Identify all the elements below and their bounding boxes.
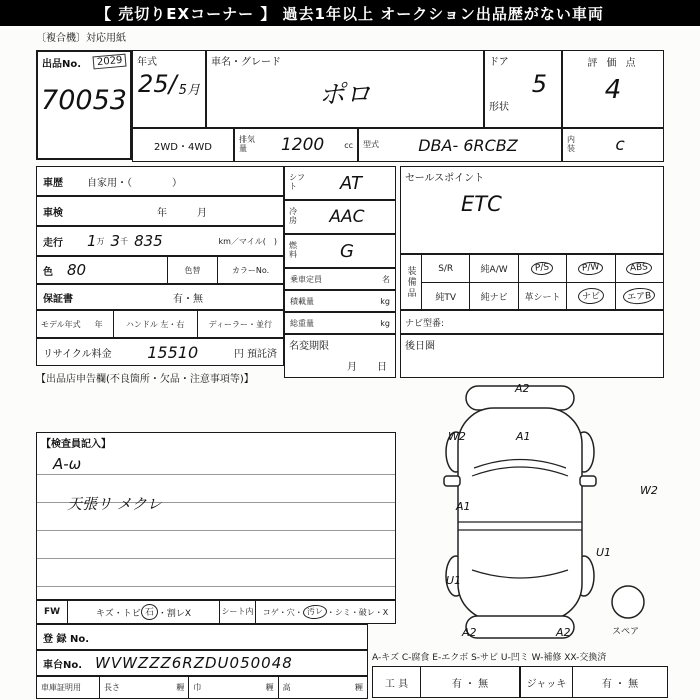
equipment-item: ABS	[615, 255, 663, 282]
auction-no-label: 出品No.	[42, 59, 82, 70]
chassis-label: 車台No.	[43, 659, 83, 671]
tools-label: 工 具	[373, 667, 421, 697]
color-value: 80	[67, 261, 87, 279]
auction-no-value: 70053	[41, 85, 127, 116]
mileage-label: 走行	[43, 237, 63, 249]
drive-box	[132, 128, 234, 162]
auction-no-stamp: 2029	[92, 54, 126, 70]
door-box	[484, 50, 562, 128]
weight-row	[284, 312, 396, 334]
score-box	[562, 50, 664, 128]
diagram-annotations	[400, 380, 666, 644]
score-label: 評 価 点	[587, 58, 639, 69]
model-year-unit: 年	[94, 319, 103, 329]
damage-annotation: U1	[596, 546, 612, 559]
damage-annotation: A2	[515, 382, 530, 395]
year-label: 年式	[137, 57, 157, 68]
seat-label: シート内	[219, 601, 255, 623]
shift-box	[284, 166, 396, 200]
mileage-sen: 3	[110, 232, 121, 250]
equipment-item: P/S	[518, 255, 566, 282]
hand-circle: 汚レ	[302, 604, 327, 620]
fuel-value: G	[340, 240, 354, 262]
damage-annotation: W2	[640, 484, 658, 497]
inspection-row	[36, 196, 284, 226]
equipment-item: 純A/W	[469, 255, 517, 282]
load-label: 積載量	[290, 296, 314, 306]
equipment-item: P/W	[566, 255, 614, 282]
displacement-box	[234, 128, 358, 162]
drive-label: 2WD・4WD	[154, 141, 212, 153]
sales-point-label: セールスポイント	[405, 173, 485, 184]
equipment-box	[400, 254, 664, 310]
mileage-man-unit: 万	[96, 236, 105, 246]
color-no-label: カラーNo.	[217, 257, 283, 283]
inspection-value: 年 月	[157, 207, 207, 219]
displacement-unit: cc	[344, 140, 353, 150]
name-change-label: 名変期限	[289, 341, 329, 352]
damage-annotation: A2	[462, 626, 477, 639]
door-label: ドア	[489, 57, 509, 68]
registration-row	[36, 624, 368, 650]
garage-label: 車庫証明用	[41, 683, 81, 692]
history-value: 自家用・（ ）	[87, 177, 182, 189]
load-unit: kg	[380, 296, 390, 306]
auction-no-box	[36, 50, 132, 160]
ac-label: 冷房	[289, 207, 297, 225]
equipment-item: 純ナビ	[469, 282, 517, 309]
damage-annotation: A2	[556, 626, 571, 639]
tools-row	[372, 666, 520, 698]
warranty-label: 保証書	[43, 293, 73, 305]
interior-box	[562, 128, 664, 162]
mileage-unit: km／マイル( )	[218, 236, 277, 246]
declaration-label: 【出品店申告欄(不良箇所・欠品・注意事項等)】	[36, 374, 254, 385]
color-row	[36, 256, 284, 284]
inspector-box	[36, 432, 396, 600]
model-code-value: DBA- 6RCBZ	[418, 135, 518, 155]
equipment-label: 装備品	[405, 265, 416, 299]
jack-label: ジャッキ	[521, 667, 573, 697]
later-label: 後日圏	[405, 341, 435, 352]
capacity-label: 乗車定員	[290, 274, 322, 284]
damage-annotation: W2	[448, 430, 466, 443]
registration-label: 登 録 No.	[43, 633, 90, 645]
model-year-label: モデル年式	[41, 319, 81, 329]
damage-annotation: A1	[516, 430, 531, 443]
chassis-row	[36, 650, 368, 676]
shift-value: AT	[340, 172, 362, 194]
warranty-value: 有・無	[173, 293, 203, 305]
dealer-label: ディーラー・並行	[197, 311, 283, 337]
spare-label: スペア	[612, 627, 640, 637]
hand-circle: 石	[140, 603, 158, 620]
equipment-grid	[421, 255, 663, 309]
mileage-man: 1	[87, 232, 97, 250]
displacement-label: 排気量	[239, 135, 255, 153]
fw-label: FW	[43, 607, 61, 617]
tools-value: 有 ・ 無	[451, 678, 489, 690]
damage-annotation: U1	[446, 574, 462, 587]
paper-note: 〔複合機〕対応用紙	[36, 33, 126, 44]
chassis-value: WVWZZZ6RZDU050048	[95, 654, 293, 672]
fuel-box	[284, 234, 396, 268]
equipment-item: ナビ	[566, 282, 614, 309]
recycle-suffix: 円 預託済	[233, 348, 277, 360]
weight-label: 総重量	[290, 318, 314, 328]
name-change-value: 月 日	[347, 362, 387, 373]
model-year-row	[36, 310, 284, 338]
history-row	[36, 166, 284, 196]
shift-label: シフト	[289, 173, 305, 191]
capacity-unit: 名	[382, 274, 390, 284]
nav-model-label: ナビ型番:	[405, 318, 445, 329]
garage-row: 車庫証明用 長さ 糎 巾 糎 高 糎	[36, 676, 368, 699]
warranty-row	[36, 284, 284, 310]
recycle-row	[36, 338, 284, 366]
ac-box	[284, 200, 396, 234]
inspection-label: 車検	[43, 207, 63, 219]
capacity-row	[284, 268, 396, 290]
shape-label: 形状	[489, 102, 509, 113]
car-name-value: ポロ	[318, 80, 371, 110]
equipment-item: S/R	[421, 255, 469, 282]
year-box	[132, 50, 206, 128]
equipment-item: エアB	[615, 282, 663, 309]
car-name-box	[206, 50, 484, 128]
jack-row	[520, 666, 668, 698]
color-label: 色	[43, 266, 53, 278]
mileage-rest: 835	[134, 232, 163, 250]
mileage-sen-unit: 千	[120, 236, 129, 246]
weight-unit: kg	[380, 318, 390, 328]
inspector-label: 【検査員記入】	[41, 439, 111, 450]
color-change-label: 色替	[167, 257, 217, 283]
door-value: 5	[531, 70, 547, 98]
inspector-note: 天張リ メクレ	[67, 495, 162, 513]
mileage-row	[36, 226, 284, 256]
jack-value: 有 ・ 無	[601, 678, 639, 690]
damage-legend: A-キズ C-腐食 E-エクボ S-サビ U-凹ミ W-補修 XX-交換済	[372, 653, 607, 663]
later-box	[400, 334, 664, 378]
equipment-item: 革シート	[518, 282, 566, 309]
sales-point-box	[400, 166, 664, 254]
ac-value: AAC	[329, 207, 365, 227]
load-row	[284, 290, 396, 312]
car-name-label: 車名・グレード	[211, 57, 281, 68]
score-value: 4	[604, 75, 622, 105]
top-banner: 【 売切りEXコーナー 】 過去1年以上 オークション出品歴がない車両	[0, 0, 700, 26]
handle-label: ハンドル 左・右	[113, 311, 197, 337]
recycle-label: リサイクル料金	[43, 348, 112, 360]
fw-row: FW キズ・トビ 石 ・割レX シート内 コゲ・穴・ 汚レ ・シミ・破レ・X	[36, 600, 396, 624]
history-label: 車歴	[43, 177, 63, 189]
displacement-value: 1200	[280, 135, 325, 155]
year-value: 25/	[138, 70, 177, 98]
equipment-item: 純TV	[421, 282, 469, 309]
inspector-note: A-ω	[53, 455, 82, 473]
interior-value: c	[615, 135, 625, 155]
interior-label: 内装	[567, 135, 575, 153]
year-month: 5月	[178, 83, 200, 98]
sales-point-value: ETC	[461, 192, 502, 216]
car-diagram	[400, 380, 666, 644]
damage-annotation: A1	[456, 500, 471, 513]
model-code-label: 型式	[363, 139, 379, 149]
name-change-box	[284, 334, 396, 378]
fuel-label: 燃 料	[289, 241, 297, 259]
nav-model-row	[400, 310, 664, 334]
recycle-value: 15510	[147, 342, 199, 362]
model-code-box	[358, 128, 562, 162]
